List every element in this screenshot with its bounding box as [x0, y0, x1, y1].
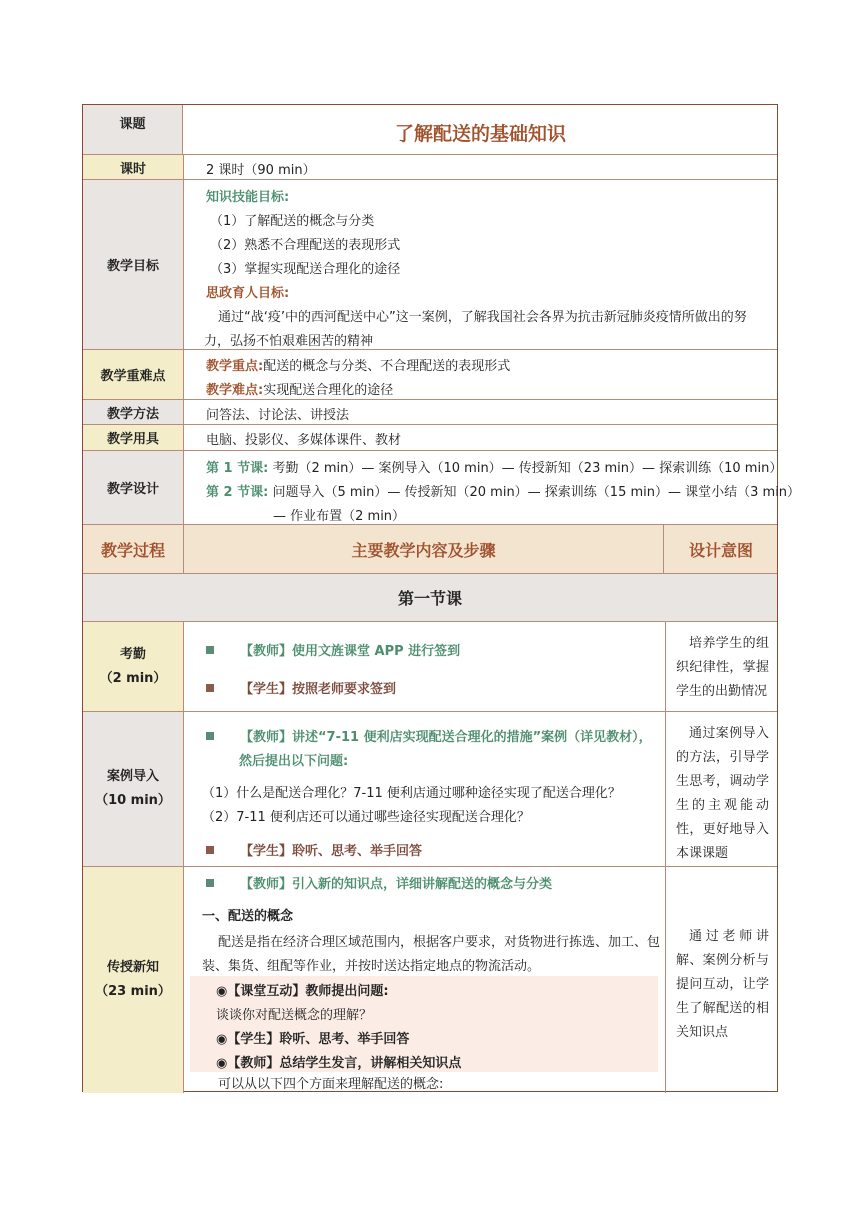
newknow-teacher: 【教师】引入新的知识点，详细讲解配送的概念与分类	[240, 877, 553, 892]
goal-item: （1）了解配送的概念与分类	[210, 214, 375, 229]
header-process: 教学过程	[83, 525, 184, 573]
bullet-icon	[206, 684, 214, 692]
key-point-text: 配送的概念与分类、不合理配送的表现形式	[263, 359, 511, 374]
row-difficulty	[83, 350, 777, 400]
design-label: 教学设计	[83, 451, 184, 524]
bullet-icon	[206, 646, 214, 654]
row-hours	[83, 155, 777, 180]
topic-title: 了解配送的基础知识	[394, 123, 566, 145]
row-tools	[83, 425, 777, 451]
section-row	[83, 574, 777, 622]
difficulty-label: 教学重难点	[83, 350, 184, 399]
row-attendance	[83, 622, 777, 712]
topic-label: 课题	[83, 105, 183, 154]
knowledge-goal-title: 知识技能目标:	[206, 190, 290, 205]
case-intent: 通过案例导入的方法，引导学生思考，调动学生的主观能动性，更好地导入本课课题	[665, 712, 777, 866]
lesson1-flow: 考勤（2 min）— 案例导入（10 min）— 传授新知（23 min）— 探索训练（10 min）	[272, 461, 783, 476]
process-header	[83, 525, 777, 574]
ideology-text-line1: 通过“战‘疫’中的西河配送中心”这一案例，了解我国社会各界为抗击新冠肺炎疫情所做出的努	[218, 310, 747, 325]
hours-label: 课时	[83, 155, 184, 179]
class-interaction-box	[190, 976, 658, 1072]
concept-paragraph-line1: 配送是指在经济合理区域范围内，根据客户要求，对货物进行拣选、加工、包	[218, 935, 661, 950]
bullet-icon	[206, 846, 214, 854]
ideology-goal-title: 思政育人目标:	[206, 286, 290, 301]
tools-value: 电脑、投影仪、多媒体课件、教材	[206, 433, 402, 448]
lesson2-label: 第 2 节课:	[206, 485, 269, 500]
key-point-label: 教学重点:	[206, 359, 264, 374]
row-new-knowledge	[83, 867, 777, 1093]
hours-value: 2 课时（90 min）	[206, 163, 316, 178]
bullet-icon	[206, 732, 214, 740]
row-case	[83, 712, 777, 867]
interaction-title: ◉【课堂互动】教师提出问题:	[216, 984, 389, 999]
concept-heading: 一、配送的概念	[202, 909, 294, 924]
interaction-student: ◉【学生】聆听、思考、举手回答	[216, 1032, 410, 1047]
concept-aspects-intro: 可以从以下四个方面来理解配送的概念:	[218, 1077, 444, 1092]
case-student: 【学生】聆听、思考、举手回答	[240, 844, 423, 859]
attendance-intent: 培养学生的组织纪律性，掌握学生的出勤情况	[665, 622, 777, 711]
attendance-teacher: 【教师】使用文旌课堂 APP 进行签到	[240, 644, 461, 659]
row-topic	[83, 105, 777, 155]
concept-paragraph-line2: 装、集货、组配等作业，并按时送达指定地点的物流活动。	[202, 959, 541, 974]
method-label: 教学方法	[83, 400, 184, 424]
interaction-question: 谈谈你对配送概念的理解？	[216, 1008, 373, 1023]
goal-item: （2）熟悉不合理配送的表现形式	[210, 238, 401, 253]
hard-point-label: 教学难点:	[206, 383, 264, 398]
header-intent: 设计意图	[688, 540, 753, 560]
attendance-label: 考勤	[119, 646, 146, 662]
attendance-student: 【学生】按照老师要求签到	[240, 682, 397, 697]
row-goals	[83, 180, 777, 350]
lesson2-flow: 问题导入（5 min）— 传授新知（20 min）— 探索训练（15 min）— 课堂小结（3 min）	[272, 485, 801, 500]
case-question-2: （2）7-11 便利店还可以通过哪些途径实现配送合理化？	[202, 810, 530, 825]
hard-point-text: 实现配送合理化的途径	[263, 383, 394, 398]
case-teacher-line2: 然后提出以下问题:	[239, 754, 349, 769]
lesson2-flow-cont: — 作业布置（2 min）	[273, 509, 406, 524]
lesson1-label: 第 1 节课:	[206, 461, 269, 476]
newknow-intent: 通过老师讲解、案例分析与提问互动，让学生了解配送的相关知识点	[665, 867, 777, 1093]
row-method	[83, 400, 777, 425]
method-value: 问答法、讨论法、讲授法	[206, 408, 350, 423]
section-title: 第一节课	[397, 589, 462, 608]
case-time: （10 min）	[95, 793, 171, 808]
bullet-icon	[206, 879, 214, 887]
newknow-label: 传授新知	[106, 960, 159, 975]
case-label: 案例导入	[106, 769, 159, 784]
case-question-1: （1）什么是配送合理化？7-11 便利店通过哪种途径实现了配送合理化？	[202, 786, 621, 801]
ideology-text-line2: 力，弘扬不怕艰难困苦的精神	[204, 334, 374, 349]
newknow-time: （23 min）	[95, 984, 171, 999]
lesson-plan-table	[82, 104, 801, 1092]
goals-label: 教学目标	[83, 180, 184, 349]
goal-item: （3）掌握实现配送合理化的途径	[210, 262, 401, 277]
case-teacher-line1: 【教师】讲述“7-11 便利店实现配送合理化的措施”案例（详见教材），	[240, 730, 652, 745]
attendance-time: （2 min）	[99, 670, 167, 686]
row-design	[83, 451, 801, 525]
header-content: 主要教学内容及步骤	[184, 525, 664, 573]
interaction-teacher: ◉【教师】总结学生发言，讲解相关知识点	[216, 1056, 462, 1071]
tools-label: 教学用具	[83, 425, 184, 450]
